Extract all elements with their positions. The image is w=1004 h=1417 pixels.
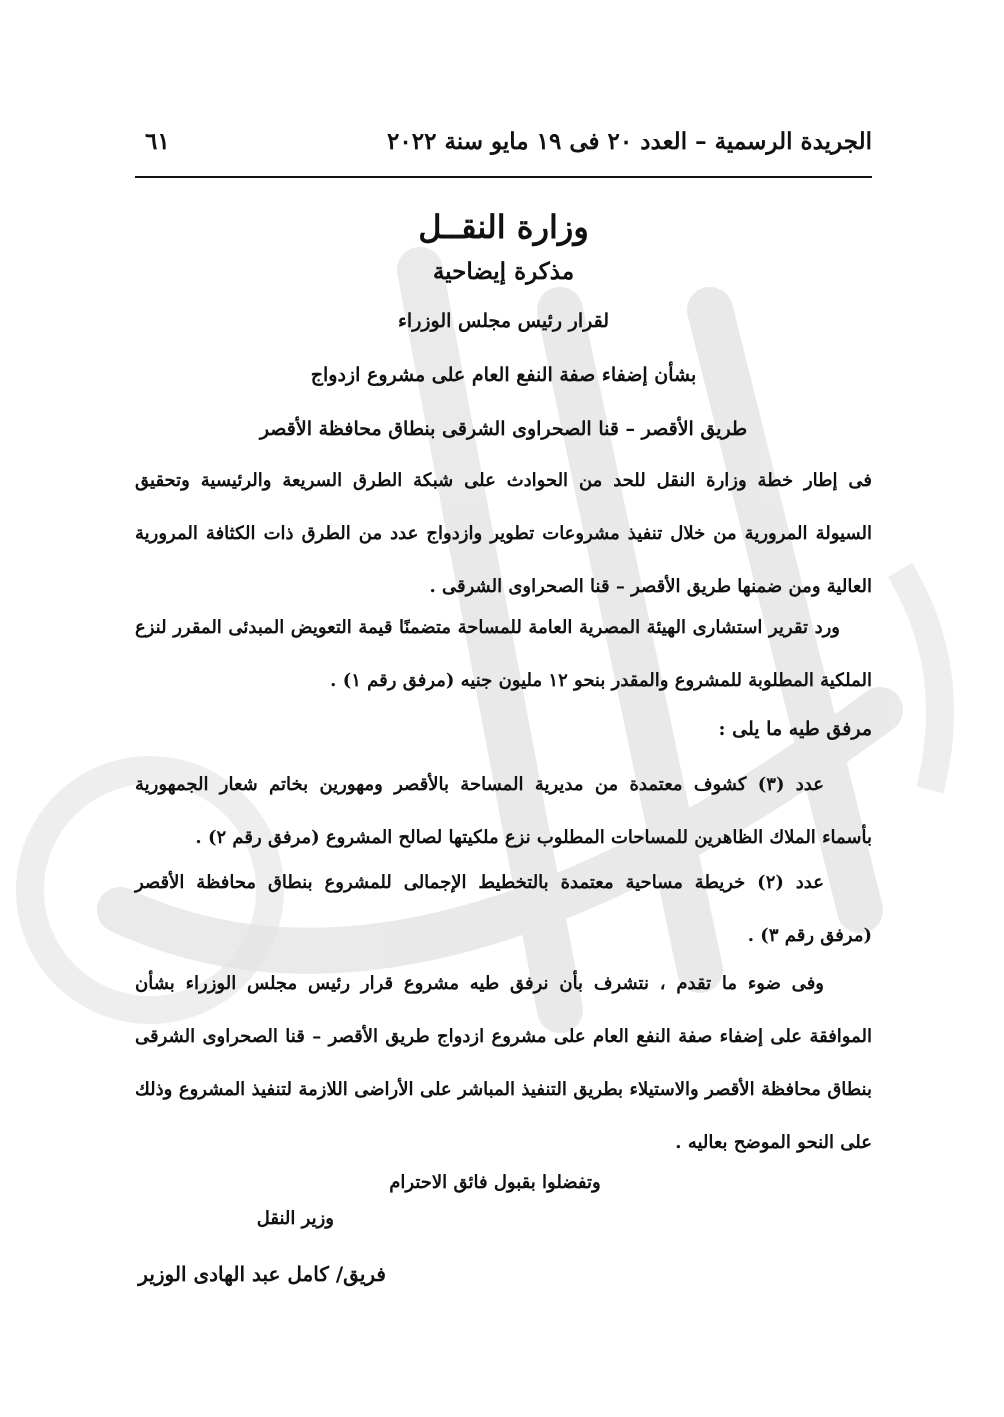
header-divider	[135, 176, 872, 178]
signature-title: وزير النقل	[256, 1208, 334, 1229]
page-header	[135, 128, 872, 172]
signature-name: فريق/ كامل عبد الهادى الوزير	[138, 1262, 386, 1286]
paragraph-conclusion: وفى ضوء ما تقدم ، نتشرف بأن نرفق طيه مشروع قرار رئيس مجلس الوزراء بشأن الموافقة على إضفاء صفة النفع العام على مشروع ازدواج طريق الأقصر – قنا الصحراوى الشرقى بنطاق محافظة الأقصر والاستيلاء بطريق التنفيذ المباشر على الأراضى اللازمة لتنفيذ المشروع وذلك على النحو الموضح بعاليه .	[135, 973, 872, 1153]
paragraph-report: ورد تقرير استشارى الهيئة المصرية العامة للمساحة متضمنًا قيمة التعويض المبدئى المقرر لنزع الملكية المطلوبة للمشروع والمقدر بنحو ١٢ مليون جنيه (مرفق رقم ١) .	[135, 617, 872, 691]
subject-line-3: طريق الأقصر – قنا الصحراوى الشرقى بنطاق محافظة الأقصر	[259, 418, 748, 440]
attachments-heading: مرفق طيه ما يلى :	[718, 718, 872, 740]
page-number: ٦١	[145, 128, 170, 155]
subject-line-1: لقرار رئيس مجلس الوزراء	[397, 310, 609, 332]
attachment-item-2: عدد (٢) خريطة مساحية معتمدة بالتخطيط الإجمالى للمشروع بنطاق محافظة الأقصر (مرفق رقم ٣) .	[135, 872, 872, 946]
memo-heading: مذكرة إيضاحية	[432, 258, 575, 285]
closing-line: وتفضلوا بقبول فائق الاحترام	[389, 1172, 601, 1193]
attachment-item-1: عدد (٣) كشوف معتمدة من مديرية المساحة بالأقصر ومهورين بخاتم شعار الجمهورية بأسماء الملاك الظاهرين للمساحات المطلوب نزع ملكيتها لصالح المشروع (مرفق رقم ٢) .	[135, 774, 872, 848]
gazette-title: الجريدة الرسمية – العدد ٢٠ فى ١٩ مايو سنة ٢٠٢٢	[387, 128, 872, 155]
paragraph-intro: فى إطار خطة وزارة النقل للحد من الحوادث على شبكة الطرق السريعة والرئيسية وتحقيق السيولة المرورية من خلال تنفيذ مشروعات تطوير وازدواج عدد من الطرق ذات الكثافة المرورية العالية ومن ضمنها طريق الأقصر – قنا الصحراوى الشرقى .	[135, 470, 872, 597]
ministry-heading: وزارة النقــل	[418, 208, 589, 246]
subject-line-2: بشأن إضفاء صفة النفع العام على مشروع ازدواج	[310, 364, 697, 386]
